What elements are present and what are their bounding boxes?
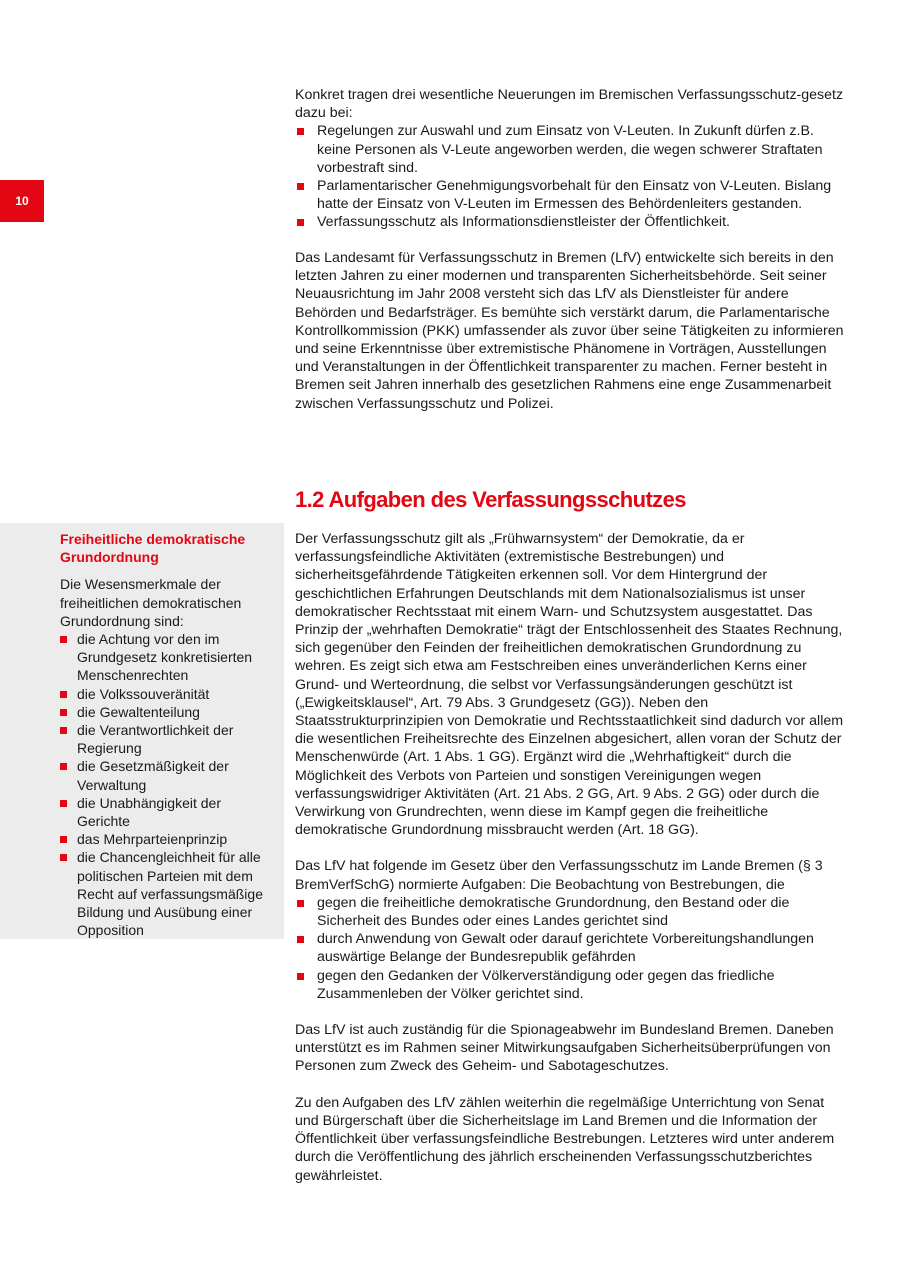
list-item: die Verantwortlichkeit der Regierung bbox=[60, 721, 275, 757]
list-item: Verfassungsschutz als Informationsdienstleister der Öffentlichkeit. bbox=[295, 213, 845, 231]
list-item: die Unabhängigkeit der Gerichte bbox=[60, 794, 275, 830]
list-item: das Mehrparteienprinzip bbox=[60, 830, 275, 848]
list-item: Parlamentarischer Genehmigungsvorbehalt für den Einsatz von V-Leuten. Bislang hatte der Einsatz von V-Leuten im Ermessen des Behördenleiters gestanden. bbox=[295, 177, 845, 213]
intro-bullet-list bbox=[295, 122, 845, 231]
list-item: Regelungen zur Auswahl und zum Einsatz von V-Leuten. In Zukunft dürfen z.B. keine Personen als V-Leute angeworben werden, die wegen schwerer Straftaten vorbestraft sind. bbox=[295, 122, 845, 177]
body-paragraph-2-lead: Das LfV hat folgende im Gesetz über den Verfassungsschutz im Lande Bremen (§ 3 BremVerfSchG) normierte Aufgaben: Die Beobachtung von Bestrebungen, die bbox=[295, 858, 823, 893]
sidebar-intro: Die Wesensmerkmale der freiheitlichen demokratischen Grundordnung sind: bbox=[60, 576, 242, 629]
body-paragraph-3: Das LfV ist auch zuständig für die Spionageabwehr im Bundesland Bremen. Daneben unterstützt es im Rahmen seiner Mitwirkungsaufgaben Sicherheitsüberprüfungen von Personen zum Zweck des Geheim- und Sabotageschutzes. bbox=[295, 1022, 834, 1075]
lfv-paragraph: Das Landesamt für Verfassungsschutz in Bremen (LfV) entwickelte sich bereits in den letzten Jahren zu einer modernen und transparenten Sicherheitsbehörde. Seit seiner Neuausrichtung im Jahr 2008 versteht sich das LfV als Dienstleister für andere Behörden und Bedarfsträger. Es bemühte sich verstärkt darum, die Parlamentarische Kontrollkommission (PKK) umfassender als zuvor über seine Tätigkeiten zu informieren und seine Erkenntnisse über extremistische Phänomene in Vorträgen, Ausstellungen und Veranstaltungen in der Öffentlichkeit transparenter zu machen. Ferner besteht in Bremen seit Jahren innerhalb des gesetzlichen Rahmens eine enge Zusammenarbeit zwischen Verfassungsschutz und Polizei. bbox=[295, 250, 844, 412]
list-item: gegen die freiheitliche demokratische Grundordnung, den Bestand oder die Sicherheit des Bundes oder eines Landes gerichtet sind bbox=[295, 894, 845, 930]
task-bullet-list bbox=[295, 894, 845, 1003]
list-item: die Gesetzmäßigkeit der Verwaltung bbox=[60, 757, 275, 793]
list-item: die Chancengleichheit für alle politischen Parteien mit dem Recht auf verfassungsmäßige Bildung und Ausübung einer Opposition bbox=[60, 848, 275, 939]
sidebar-list bbox=[60, 630, 275, 939]
list-item: durch Anwendung von Gewalt oder darauf gerichtete Vorbereitungshandlungen auswärtige Belange der Bundesrepublik gefährden bbox=[295, 930, 845, 966]
body-paragraph-4: Zu den Aufgaben des LfV zählen weiterhin die regelmäßige Unterrichtung von Senat und Bürgerschaft über die Sicherheitslage im Land Bremen und die Information der Öffentlichkeit über verfassungsfeindliche Bestrebungen. Letzteres wird unter anderem durch die Veröffentlichung des jährlich erscheinenden Verfassungsschutzberichtes gewährleistet. bbox=[295, 1094, 835, 1184]
page-number: 10 bbox=[15, 194, 29, 208]
intro-section bbox=[295, 86, 845, 232]
list-item: gegen den Gedanken der Völkerverständigung oder gegen das friedliche Zusammenleben der Völker gerichtet sind. bbox=[295, 967, 845, 1003]
section-heading: 1.2 Aufgaben des Verfassungsschutzes bbox=[295, 487, 686, 512]
sidebar-title: Freiheitliche demokratische Grundordnung bbox=[60, 531, 246, 566]
body-paragraph-1: Der Verfassungsschutz gilt als „Frühwarnsystem“ der Demokratie, da er verfassungsfeindliche Aktivitäten (extremistische Bestrebungen) und sicherheitsgefährdende Tätigkeiten erkennen soll. Vor dem Hintergrund der geschichtlichen Erfahrungen Deutschlands mit dem Nationalsozialismus ist unser demokratischer Rechtsstaat mit einem Warn- und Schutzsystem ausgestattet. Das Prinzip der „wehrhaften Demokratie“ trägt der Entschlossenheit des Staates Rechnung, sich gegenüber den Feinden der freiheitlichen demokratischen Grundordnung zu wehren. Es zeigt sich etwa am Festschreiben eines unveränderlichen Kerns einer Grund- und Werteordnung, die selbst vor Verfassungsänderungen geschützt ist („Ewigkeitsklausel“, Art. 79 Abs. 3 Grundgesetz (GG)). Neben den Staatsstrukturprinzipien von Demokratie und Rechtsstaatlichkeit sind dadurch vor allem die wesentlichen Freiheitsrechte des Einzelnen abgesichert, allen voran der Schutz der Menschenwürde (Art. 1 Abs. 1 GG). Ergänzt wird die „Wehrhaftigkeit“ durch die Möglichkeit des Verbots von Parteien und sonstigen Vereinigungen wegen verfassungswidriger Aktivitäten (Art. 21 Abs. 2 GG, Art. 9 Abs. 2 GG) oder durch die Verwirkung von Grundrechten, wenn diese im Kampf gegen die freiheitliche demokratische Grundordnung missbraucht werden (Art. 18 GG). bbox=[295, 531, 844, 839]
list-item: die Gewaltenteilung bbox=[60, 703, 275, 721]
list-item: die Volkssouveränität bbox=[60, 685, 275, 703]
intro-lead: Konkret tragen drei wesentliche Neuerungen im Bremischen Verfassungsschutz-gesetz dazu bei: bbox=[295, 87, 844, 122]
section-body bbox=[295, 530, 845, 1185]
list-item: die Achtung vor den im Grundgesetz konkretisierten Menschenrechten bbox=[60, 630, 275, 685]
page-number-tab bbox=[0, 180, 44, 222]
sidebar-box bbox=[0, 523, 284, 939]
lfv-section bbox=[295, 249, 845, 413]
